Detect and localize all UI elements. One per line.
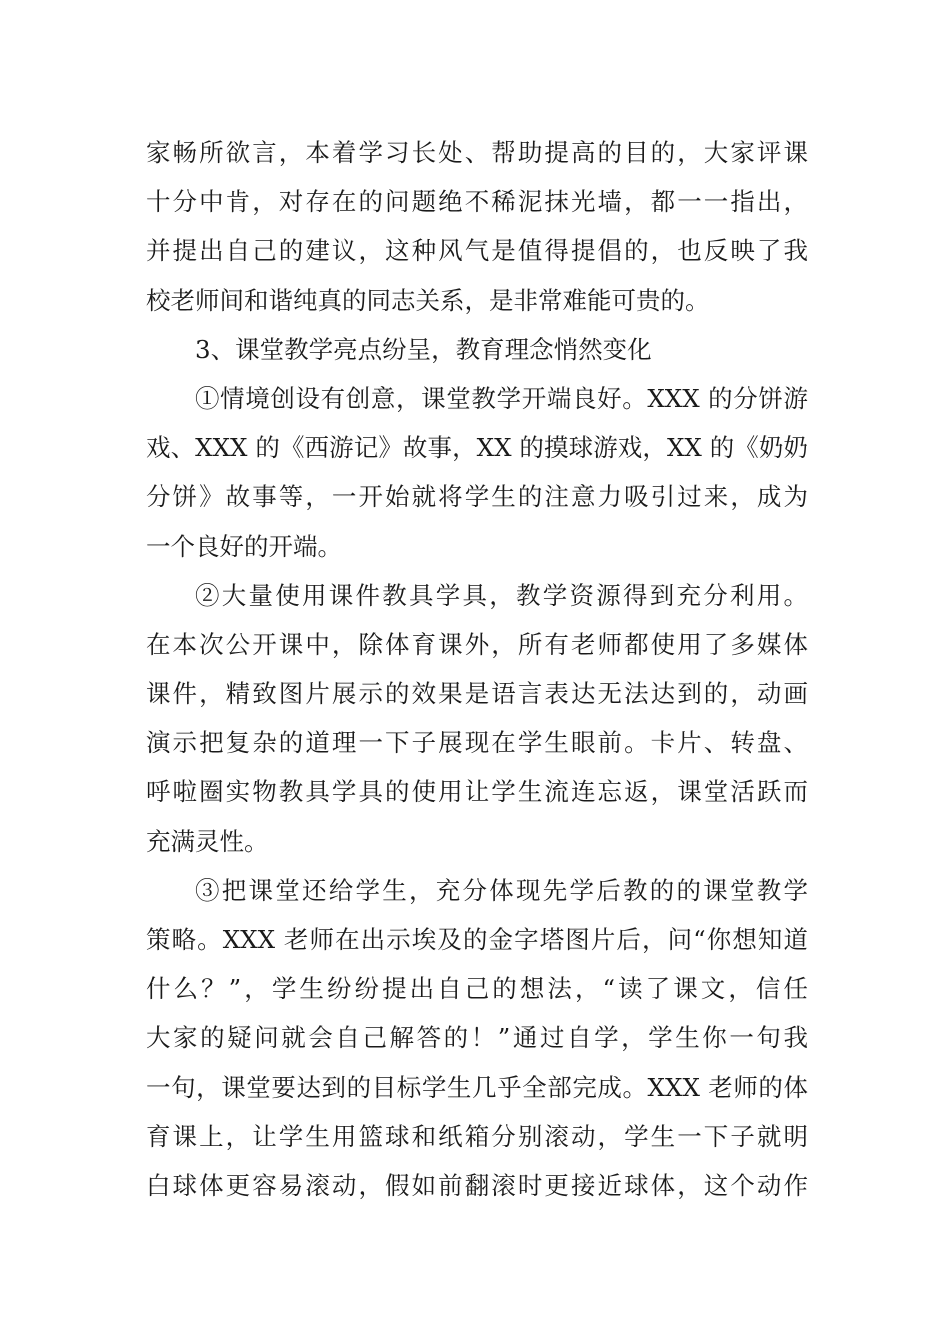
- text-line: 呼啦圈实物教具学具的使用让学生流连忘返，课堂活跃而: [146, 777, 808, 807]
- text-line: 一句，课堂要达到的目标学生几乎全部完成。XXX 老师的体: [146, 1072, 808, 1102]
- text-line: 育课上，让学生用篮球和纸箱分别滚动，学生一下子就明: [146, 1121, 808, 1151]
- text-line: 十分中肯，对存在的问题绝不稀泥抹光墙，都一一指出，: [146, 187, 808, 217]
- text-line: 并提出自己的建议，这种风气是值得提倡的，也反映了我: [146, 236, 808, 266]
- text-line: 戏、XXX 的《西游记》故事，XX 的摸球游戏，XX 的《奶奶: [146, 433, 808, 463]
- text-line: 校老师间和谐纯真的同志关系，是非常难能可贵的。: [146, 285, 710, 315]
- text-line: ②大量使用课件教具学具，教学资源得到充分利用。: [195, 580, 808, 610]
- text-line: 一个良好的开端。: [146, 531, 342, 561]
- text-line: 大家的疑问就会自己解答的！”通过自学，学生你一句我: [146, 1023, 808, 1053]
- text-line: 白球体更容易滚动，假如前翻滚时更接近球体，这个动作: [146, 1170, 808, 1200]
- text-line: 在本次公开课中，除体育课外，所有老师都使用了多媒体: [146, 629, 808, 659]
- text-line: 演示把复杂的道理一下子展现在学生眼前。卡片、转盘、: [146, 728, 808, 758]
- text-line: ③把课堂还给学生，充分体现先学后教的的课堂教学: [195, 875, 808, 905]
- text-line: 策略。XXX 老师在出示埃及的金字塔图片后，问“你想知道: [146, 925, 808, 954]
- text-line: 家畅所欲言，本着学习长处、帮助提高的目的，大家评课: [146, 138, 808, 167]
- text-line: ①情境创设有创意，课堂教学开端良好。XXX 的分饼游: [195, 383, 808, 413]
- text-line: 分饼》故事等，一开始就将学生的注意力吸引过来，成为: [146, 482, 808, 512]
- text-line: 充满灵性。: [146, 826, 269, 856]
- text-line: 3、课堂教学亮点纷呈，教育理念悄然变化: [195, 334, 652, 364]
- text-line: 什么？”，学生纷纷提出自己的想法，“读了课文，信任: [146, 974, 808, 1004]
- text-line: 课件，精致图片展示的效果是语言表达无法达到的，动画: [146, 679, 808, 709]
- document-body-text: [146, 128, 808, 1210]
